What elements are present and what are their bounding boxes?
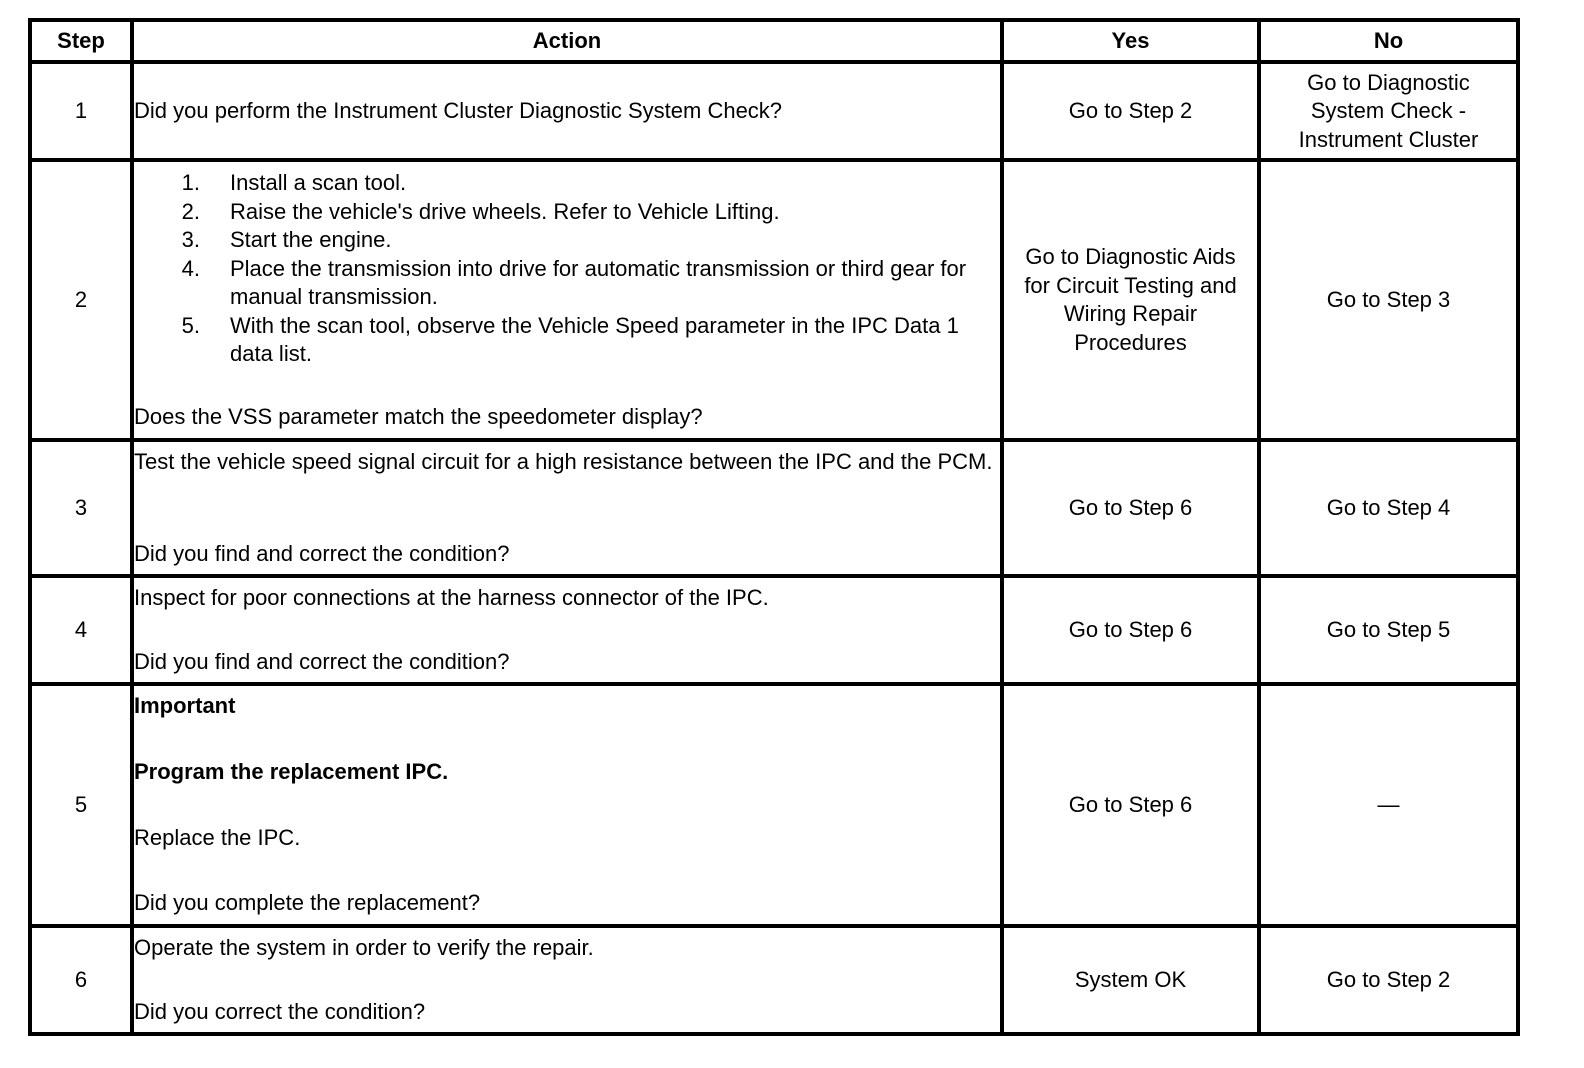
- step-number: 3: [30, 440, 132, 576]
- no-cell: —: [1259, 684, 1518, 926]
- action-text: Inspect for poor connections at the harness connector of the IPC.: [134, 585, 769, 610]
- step-number: 5: [30, 684, 132, 926]
- no-cell: Go to Step 3: [1259, 160, 1518, 440]
- action-cell: [132, 926, 1002, 1034]
- yes-cell: Go to Diagnostic Aids for Circuit Testing and Wiring Repair Procedures: [1002, 160, 1259, 440]
- action-cell: [132, 160, 1002, 440]
- no-cell: Go to Step 4: [1259, 440, 1518, 576]
- list-item: 3. Start the engine.: [181, 227, 392, 252]
- step-number: 2: [30, 160, 132, 440]
- procedure-list: [134, 169, 1000, 369]
- diagnostic-table: [28, 18, 1520, 1036]
- table-row: [30, 576, 1518, 684]
- action-cell: [132, 684, 1002, 926]
- action-text: Operate the system in order to verify the repair.: [134, 935, 594, 960]
- step-number: 6: [30, 926, 132, 1034]
- header-no: No: [1259, 20, 1518, 62]
- important-label: Important: [134, 693, 236, 718]
- header-step: Step: [30, 20, 132, 62]
- yes-cell: System OK: [1002, 926, 1259, 1034]
- question-text: Did you find and correct the condition?: [134, 540, 510, 566]
- question-text: Did you find and correct the condition?: [134, 648, 510, 674]
- step-number: 4: [30, 576, 132, 684]
- no-cell: Go to Diagnostic System Check - Instrument Cluster: [1259, 62, 1518, 160]
- question-text: Did you correct the condition?: [134, 998, 426, 1024]
- action-cell: [132, 62, 1002, 160]
- step-number: 1: [30, 62, 132, 160]
- header-row: [30, 20, 1518, 62]
- list-item: 4. Place the transmission into drive for automatic transmission or third gear for manual transmission.: [181, 255, 967, 309]
- table-row: [30, 684, 1518, 926]
- yes-cell: Go to Step 2: [1002, 62, 1259, 160]
- action-cell: [132, 576, 1002, 684]
- list-item: 5. With the scan tool, observe the Vehicle Speed parameter in the IPC Data 1 data list.: [181, 312, 959, 366]
- action-text: Test the vehicle speed signal circuit for a high resistance between the IPC and the PCM.: [134, 449, 993, 474]
- header-action: Action: [132, 20, 1002, 62]
- table-row: [30, 440, 1518, 576]
- important-text: Program the replacement IPC.: [134, 758, 449, 784]
- table-row: [30, 62, 1518, 160]
- list-item: 1. Install a scan tool.: [181, 170, 407, 195]
- action-text: Did you perform the Instrument Cluster Diagnostic System Check?: [134, 97, 783, 123]
- list-item: 2. Raise the vehicle's drive wheels. Refer to Vehicle Lifting.: [181, 198, 780, 224]
- action-text: Replace the IPC.: [134, 824, 301, 850]
- no-cell: Go to Step 5: [1259, 576, 1518, 684]
- header-yes: Yes: [1002, 20, 1259, 62]
- yes-cell: Go to Step 6: [1002, 576, 1259, 684]
- question-text: Does the VSS parameter match the speedometer display?: [134, 403, 703, 429]
- table-row: [30, 926, 1518, 1034]
- table-row: [30, 160, 1518, 440]
- yes-cell: Go to Step 6: [1002, 440, 1259, 576]
- action-cell: [132, 440, 1002, 576]
- yes-cell: Go to Step 6: [1002, 684, 1259, 926]
- no-cell: Go to Step 2: [1259, 926, 1518, 1034]
- question-text: Did you complete the replacement?: [134, 890, 481, 916]
